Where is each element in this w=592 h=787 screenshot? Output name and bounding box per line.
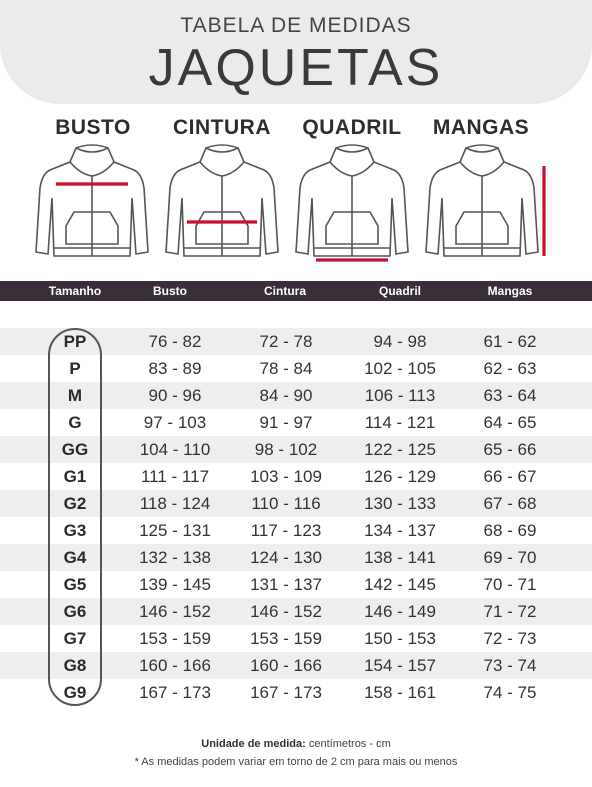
measure-label-quadril: QUADRIL bbox=[302, 116, 402, 139]
cintura-cell: 91 - 97 bbox=[259, 413, 313, 432]
size-cell: G2 bbox=[63, 494, 87, 513]
size-cell: G8 bbox=[63, 656, 87, 675]
jacket-quadril-illustration bbox=[290, 140, 415, 266]
jacket-cintura-illustration bbox=[160, 140, 285, 266]
mangas-cell: 70 - 71 bbox=[483, 575, 537, 594]
page-title: JAQUETAS bbox=[148, 39, 444, 97]
size-cell: G1 bbox=[63, 467, 87, 486]
cintura-cell: 153 - 159 bbox=[250, 629, 322, 648]
size-cell: G5 bbox=[63, 575, 87, 594]
cintura-cell: 98 - 102 bbox=[254, 440, 318, 459]
busto-cell: 167 - 173 bbox=[139, 683, 211, 702]
busto-cell: 90 - 96 bbox=[148, 386, 202, 405]
measure-label-cintura: CINTURA bbox=[173, 116, 271, 139]
quadril-cell: 134 - 137 bbox=[364, 521, 436, 540]
mangas-cell: 72 - 73 bbox=[483, 629, 537, 648]
cintura-cell: 167 - 173 bbox=[250, 683, 322, 702]
quadril-cell: 126 - 129 bbox=[364, 467, 436, 486]
mangas-cell: 64 - 65 bbox=[483, 413, 537, 432]
size-cell: G6 bbox=[63, 602, 87, 621]
quadril-cell: 130 - 133 bbox=[364, 494, 436, 513]
cintura-cell: 72 - 78 bbox=[259, 332, 313, 351]
mangas-cell: 69 - 70 bbox=[483, 548, 537, 567]
size-cell: PP bbox=[63, 332, 87, 351]
quadril-cell: 146 - 149 bbox=[364, 602, 436, 621]
mangas-cell: 68 - 69 bbox=[483, 521, 537, 540]
measure-label-busto: BUSTO bbox=[55, 116, 131, 139]
size-cell: G4 bbox=[63, 548, 87, 567]
page-subtitle: TABELA DE MEDIDAS bbox=[180, 14, 412, 37]
size-cell: M bbox=[67, 386, 83, 405]
quadril-cell: 122 - 125 bbox=[364, 440, 436, 459]
quadril-cell: 106 - 113 bbox=[364, 386, 436, 405]
table-header bbox=[0, 281, 592, 301]
busto-cell: 153 - 159 bbox=[139, 629, 211, 648]
busto-cell: 83 - 89 bbox=[148, 359, 202, 378]
quadril-cell: 114 - 121 bbox=[364, 413, 436, 432]
busto-cell: 76 - 82 bbox=[148, 332, 202, 351]
mangas-cell: 67 - 68 bbox=[483, 494, 537, 513]
mangas-cell: 73 - 74 bbox=[483, 656, 537, 675]
quadril-cell: 94 - 98 bbox=[373, 332, 427, 351]
size-cell: G bbox=[68, 413, 82, 432]
column-header-quadril: Quadril bbox=[378, 284, 421, 298]
jacket-mangas-illustration bbox=[420, 140, 550, 266]
mangas-cell: 65 - 66 bbox=[483, 440, 537, 459]
busto-cell: 125 - 131 bbox=[139, 521, 211, 540]
cintura-cell: 160 - 166 bbox=[250, 656, 322, 675]
mangas-cell: 61 - 62 bbox=[483, 332, 537, 351]
mangas-cell: 71 - 72 bbox=[483, 602, 537, 621]
size-column-outline bbox=[48, 328, 102, 706]
unit-label: Unidade de medida: bbox=[201, 738, 306, 750]
column-header-tamanho: Tamanho bbox=[48, 284, 102, 298]
size-cell: GG bbox=[61, 440, 89, 459]
busto-cell: 104 - 110 bbox=[139, 440, 211, 459]
busto-cell: 146 - 152 bbox=[139, 602, 211, 621]
column-header-mangas: Mangas bbox=[487, 284, 533, 298]
mangas-cell: 66 - 67 bbox=[483, 467, 537, 486]
mangas-cell: 63 - 64 bbox=[483, 386, 537, 405]
quadril-cell: 150 - 153 bbox=[364, 629, 436, 648]
busto-cell: 118 - 124 bbox=[139, 494, 211, 513]
variation-note: * As medidas podem variar em torno de 2 cm para mais ou menos bbox=[134, 756, 458, 768]
size-cell: G9 bbox=[63, 683, 87, 702]
jacket-busto-illustration bbox=[30, 140, 155, 266]
cintura-cell: 117 - 123 bbox=[250, 521, 322, 540]
unit-value: centímetros - cm bbox=[308, 738, 391, 750]
column-header-cintura: Cintura bbox=[264, 284, 306, 298]
cintura-cell: 110 - 116 bbox=[251, 494, 321, 513]
quadril-cell: 142 - 145 bbox=[364, 575, 436, 594]
column-header-busto: Busto bbox=[153, 284, 187, 298]
cintura-cell: 78 - 84 bbox=[259, 359, 313, 378]
cintura-cell: 124 - 130 bbox=[250, 548, 322, 567]
size-cell: P bbox=[69, 359, 81, 378]
quadril-cell: 102 - 105 bbox=[364, 359, 436, 378]
busto-cell: 160 - 166 bbox=[139, 656, 211, 675]
busto-cell: 111 - 117 bbox=[140, 467, 210, 486]
cintura-cell: 84 - 90 bbox=[259, 386, 313, 405]
mangas-cell: 74 - 75 bbox=[483, 683, 537, 702]
size-cell: G7 bbox=[63, 629, 87, 648]
cintura-cell: 131 - 137 bbox=[250, 575, 322, 594]
cintura-cell: 103 - 109 bbox=[250, 467, 322, 486]
unit-note bbox=[0, 738, 592, 750]
busto-cell: 139 - 145 bbox=[139, 575, 211, 594]
quadril-cell: 138 - 141 bbox=[364, 548, 436, 567]
mangas-cell: 62 - 63 bbox=[483, 359, 537, 378]
quadril-cell: 158 - 161 bbox=[364, 683, 436, 702]
measure-label-mangas: MANGAS bbox=[432, 116, 530, 139]
cintura-cell: 146 - 152 bbox=[250, 602, 322, 621]
busto-cell: 97 - 103 bbox=[143, 413, 207, 432]
busto-cell: 132 - 138 bbox=[139, 548, 211, 567]
quadril-cell: 154 - 157 bbox=[364, 656, 436, 675]
size-cell: G3 bbox=[63, 521, 87, 540]
